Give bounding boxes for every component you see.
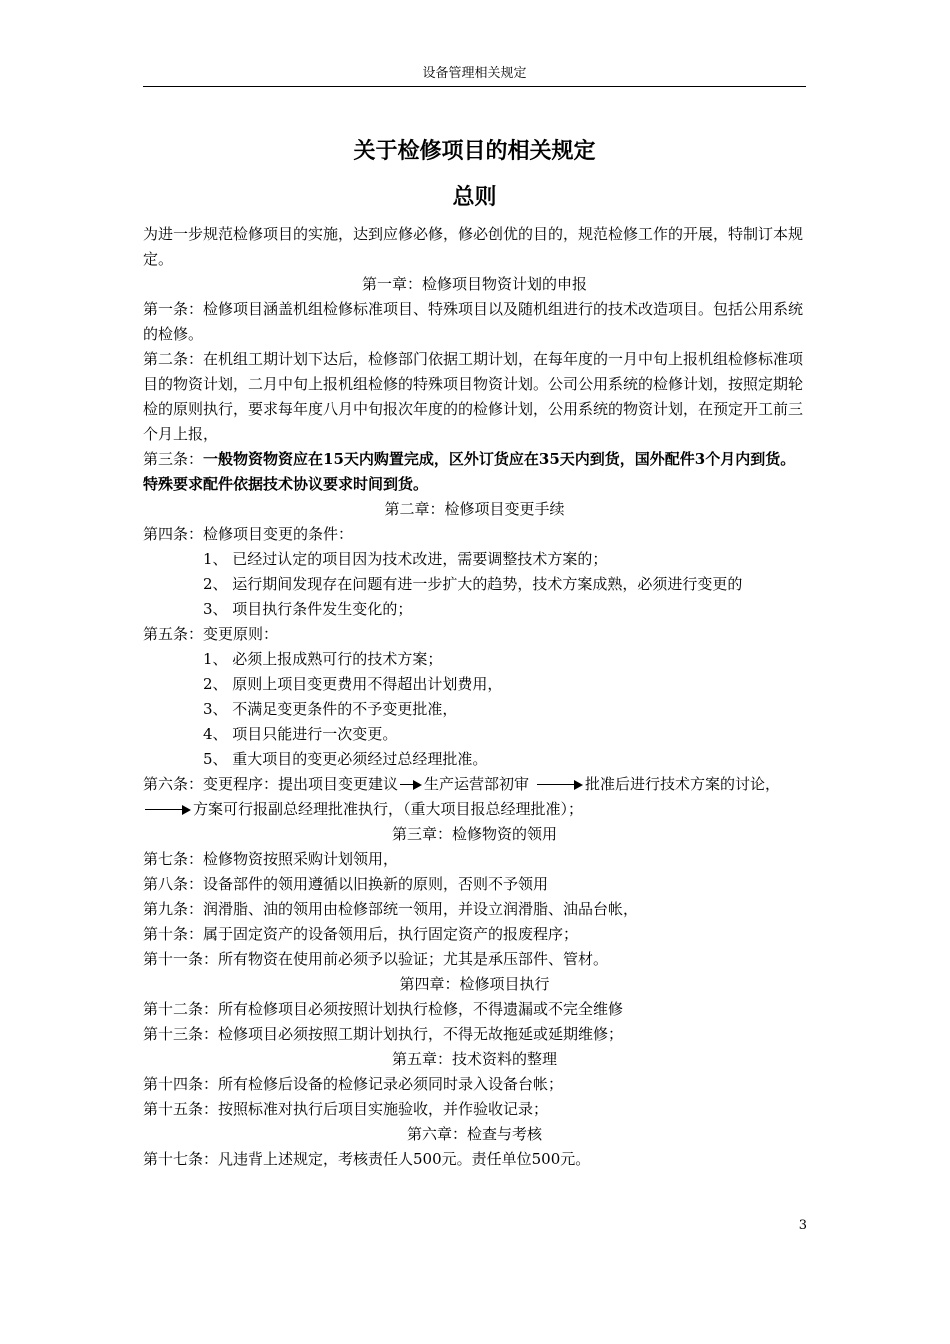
article-3 bbox=[143, 447, 806, 497]
article-6-part-c: 批准后进行技术方案的讨论， bbox=[585, 775, 781, 793]
chapter-6-title: 第六章：检查与考核 bbox=[406, 1125, 542, 1143]
chapter-1-title: 第一章：检修项目物资计划的申报 bbox=[361, 275, 587, 293]
document-body bbox=[143, 130, 806, 1172]
article-15: 第十五条：按照标准对执行后项目实施验收，并作验收记录； bbox=[143, 1100, 549, 1118]
list-item: 5、 重大项目的变更必须经过总经理批准。 bbox=[203, 750, 488, 768]
page-header: 设备管理相关规定 bbox=[143, 62, 806, 87]
document-title: 关于检修项目的相关规定 bbox=[353, 139, 596, 164]
article-2: 第二条：在机组工期计划下达后，检修部门依据工期计划，在每年度的一月中旬上报机组检修标准项目的物资计划，二月中旬上报机组检修的特殊项目物资计划。公司公用系统的检修计划，按照定期轮检的原则执行，要求每年度八月中旬报次年度的的检修计划，公用系统的物资计划，在预定开工前三个月上报， bbox=[143, 350, 804, 443]
article-5: 第五条：变更原则： bbox=[143, 625, 279, 643]
article-4: 第四条：检修项目变更的条件： bbox=[143, 525, 354, 543]
list-item: 3、 项目执行条件发生变化的； bbox=[203, 600, 413, 618]
article-3-label: 第三条： bbox=[143, 450, 204, 468]
chapter-4-title: 第四章：检修项目执行 bbox=[399, 975, 550, 993]
list-item: 2、 原则上项目变更费用不得超出计划费用， bbox=[203, 675, 503, 693]
list-item: 4、 项目只能进行一次变更。 bbox=[203, 725, 398, 743]
article-10: 第十条：属于固定资产的设备领用后，执行固定资产的报废程序； bbox=[143, 925, 579, 943]
article-6-part-d: 方案可行报副总经理批准执行，（重大项目报总经理批准）； bbox=[193, 800, 584, 818]
article-9: 第九条：润滑脂、油的领用由检修部统一领用，并设立润滑脂、油品台帐， bbox=[143, 900, 639, 918]
article-12: 第十二条：所有检修项目必须按照计划执行检修，不得遗漏或不完全维修 bbox=[143, 1000, 624, 1018]
article-11: 第十一条：所有物资在使用前必须予以验证；尤其是承压部件、管材。 bbox=[143, 950, 609, 968]
arrow-right-icon bbox=[145, 805, 191, 815]
article-1: 第一条：检修项目涵盖机组检修标准项目、特殊项目以及随机组进行的技术改造项目。包括公用系统的检修。 bbox=[143, 300, 804, 343]
article-17: 第十七条：凡违背上述规定，考核责任人500元。责任单位500元。 bbox=[143, 1150, 591, 1168]
page-number: 3 bbox=[798, 1218, 807, 1233]
article-6 bbox=[143, 772, 806, 822]
arrow-right-icon bbox=[400, 780, 422, 790]
article-6-part-b: 生产运营部初审 bbox=[424, 775, 530, 793]
article-14: 第十四条：所有检修后设备的检修记录必须同时录入设备台帐； bbox=[143, 1075, 564, 1093]
section-general: 总则 bbox=[452, 185, 497, 210]
list-item: 1、 已经过认定的项目因为技术改进，需要调整技术方案的； bbox=[203, 550, 608, 568]
arrow-right-icon bbox=[537, 780, 583, 790]
article-3-bold-text: 一般物资物资应在15天内购置完成，区外订货应在35天内到货，国外配件3个月内到货。特殊要求配件依据技术协议要求时间到货。 bbox=[143, 450, 796, 493]
list-item: 1、 必须上报成熟可行的技术方案； bbox=[203, 650, 443, 668]
article-7: 第七条：检修物资按照采购计划领用， bbox=[143, 850, 399, 868]
chapter-2-title: 第二章：检修项目变更手续 bbox=[384, 500, 565, 518]
article-8: 第八条：设备部件的领用遵循以旧换新的原则，否则不予领用 bbox=[143, 875, 549, 893]
article-6-part-a: 第六条：变更程序：提出项目变更建议 bbox=[143, 775, 399, 793]
chapter-3-title: 第三章：检修物资的领用 bbox=[391, 825, 557, 843]
intro-paragraph: 为进一步规范检修项目的实施，达到应修必修，修必创优的目的，规范检修工作的开展，特制订本规定。 bbox=[143, 225, 804, 268]
list-item: 2、 运行期间发现存在问题有进一步扩大的趋势，技术方案成熟，必须进行变更的 bbox=[203, 575, 743, 593]
article-13: 第十三条：检修项目必须按照工期计划执行，不得无故拖延或延期维修； bbox=[143, 1025, 624, 1043]
list-item: 3、 不满足变更条件的不予变更批准， bbox=[203, 700, 458, 718]
chapter-5-title: 第五章：技术资料的整理 bbox=[391, 1050, 557, 1068]
